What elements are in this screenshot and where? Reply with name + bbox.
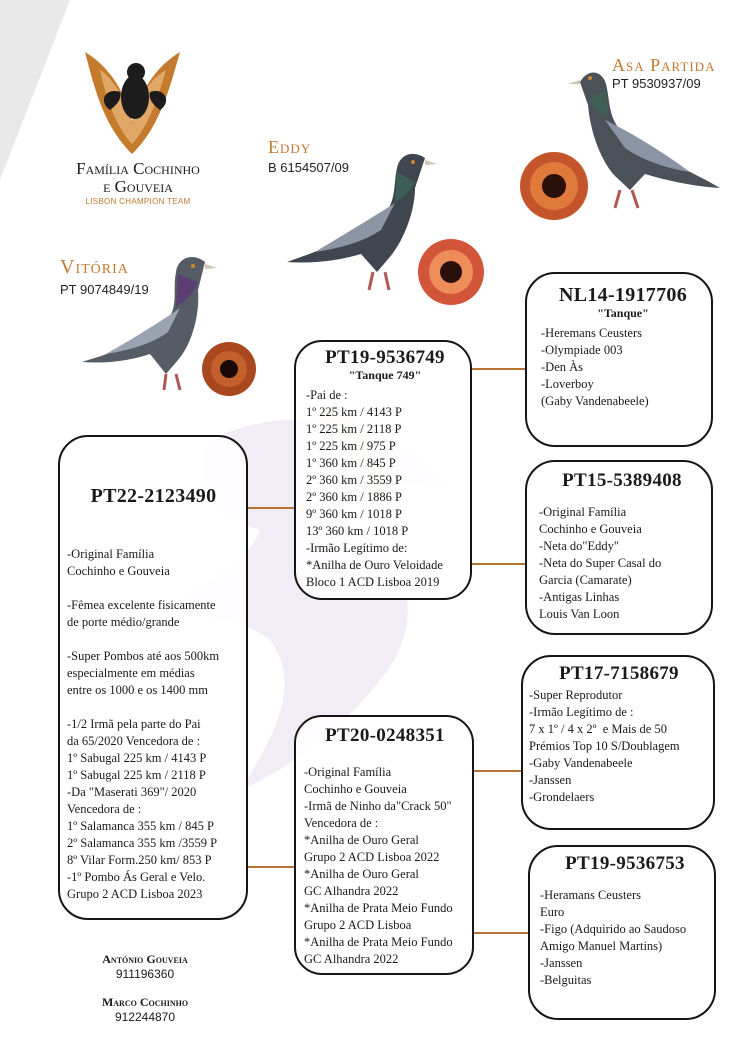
detail-line: 2º 360 km / 1886 P — [306, 490, 402, 504]
detail-line: -1/2 Irmã pela parte do Pai — [67, 717, 201, 731]
pigeon-eye-eddy-icon — [416, 237, 486, 307]
detail-line: *Anilha de Ouro Veloidade — [306, 558, 443, 572]
detail-line: -Loverboy — [541, 377, 594, 391]
detail-line: -Antigas Linhas — [539, 590, 620, 604]
detail-line: da 65/2020 Vencedora de : — [67, 734, 201, 748]
detail-line: 1º 225 km / 4143 P — [306, 405, 402, 419]
contact-1 — [80, 952, 210, 981]
father-ring: PT19-9536749 — [325, 347, 445, 368]
page-fold — [0, 0, 70, 180]
detail-line: 1º 360 km / 845 P — [306, 456, 396, 470]
brand-tagline: LISBON CHAMPION TEAM — [85, 197, 191, 206]
detail-line: -Original Família — [304, 765, 392, 779]
detail-line: *Anilha de Prata Meio Fundo — [304, 901, 453, 915]
detail-line: Garcia (Camarate) — [539, 573, 632, 587]
connector-mother-gp4 — [472, 932, 528, 934]
mother-ring: PT20-0248351 — [325, 725, 445, 746]
brand-name-line2: e Gouveia — [103, 177, 173, 196]
contact-1-phone: 911196360 — [115, 967, 175, 981]
main-bird-card — [58, 435, 248, 920]
detail-line: -Da "Maserati 369"/ 2020 — [67, 785, 197, 799]
mother-card — [294, 715, 474, 975]
contact-1-name: António Gouveia — [102, 952, 188, 966]
detail-line: Prémios Top 10 S/Doublagem — [529, 739, 680, 753]
grandparent-4-ring: PT19-9536753 — [565, 853, 685, 874]
detail-line: Grupo 2 ACD Lisboa 2023 — [67, 887, 203, 901]
detail-line: Cochinho e Gouveia — [539, 522, 642, 536]
detail-line: -Irmão Legítimo de : — [529, 705, 634, 719]
detail-line: Cochinho e Gouveia — [304, 782, 407, 796]
detail-line: 2º 360 km / 3559 P — [306, 473, 402, 487]
detail-line: -Janssen — [529, 773, 572, 787]
detail-line: -Original Família — [539, 505, 627, 519]
brand-name-line1: Família Cochinho — [76, 159, 200, 178]
mother-details — [304, 764, 466, 968]
detail-line: -Figo (Adquirido ao Saudoso — [540, 922, 687, 936]
detail-line: -Heramans Ceusters — [540, 888, 642, 902]
detail-line: 9º 360 km / 1018 P — [306, 507, 402, 521]
detail-line: -Fêmea excelente fisicamente — [67, 598, 216, 612]
detail-line: -Super Reprodutor — [529, 688, 623, 702]
grandparent-card-2 — [525, 460, 713, 635]
detail-line: Vencedora de : — [304, 816, 379, 830]
detail-line: GC Alhandra 2022 — [304, 952, 399, 966]
connector-main-father — [247, 507, 294, 509]
contact-2-phone: 912244870 — [114, 1010, 176, 1024]
detail-line: Euro — [540, 905, 565, 919]
pigeon-eye-asa-partida-icon — [518, 150, 590, 222]
detail-line: Cochinho e Gouveia — [67, 564, 170, 578]
detail-line: -Heremans Ceusters — [541, 326, 643, 340]
detail-line — [67, 699, 240, 716]
grandparent-1-nickname: "Tanque" — [597, 306, 649, 320]
bird-name-vitoria: Vitória — [60, 256, 129, 278]
detail-line: *Anilha de Prata Meio Fundo — [304, 935, 453, 949]
detail-line: -Neta do Super Casal do — [539, 556, 662, 570]
grandparent-card-4 — [528, 845, 716, 1020]
father-nickname: "Tanque 749" — [348, 368, 422, 382]
detail-line: -Gaby Vandenabeele — [529, 756, 633, 770]
bird-ring-vitoria: PT 9074849/19 — [60, 282, 149, 297]
grandparent-1-details — [541, 325, 705, 410]
detail-line: 13º 360 km / 1018 P — [306, 524, 409, 538]
connector-main-mother — [247, 866, 294, 868]
father-details — [306, 387, 464, 591]
detail-line: Vencedora de : — [67, 802, 142, 816]
detail-line: -Belguitas — [540, 973, 592, 987]
detail-line: -Irmã de Ninho da"Crack 50" — [304, 799, 452, 813]
detail-line: -Pai de : — [306, 388, 348, 402]
detail-line: -Grondelaers — [529, 790, 595, 804]
detail-line: -Super Pombos até aos 500km — [67, 649, 220, 663]
detail-line: 1º 225 km / 975 P — [306, 439, 396, 453]
detail-line: -Original Família — [67, 547, 155, 561]
connector-father-gp2 — [470, 563, 527, 565]
detail-line: Louis Van Loon — [539, 607, 620, 621]
bird-name-asa-partida: Asa Partida — [612, 55, 716, 75]
detail-line — [67, 580, 240, 597]
detail-line: 1º Sabugal 225 km / 4143 P — [67, 751, 207, 765]
detail-line: GC Alhandra 2022 — [304, 884, 399, 898]
brand-name — [58, 160, 218, 196]
detail-line: 2º Salamanca 355 km /3559 P — [67, 836, 218, 850]
connector-father-gp1 — [470, 368, 527, 370]
grandparent-1-ring: NL14-1917706 — [558, 284, 688, 306]
grandparent-2-ring: PT15-5389408 — [562, 470, 682, 491]
pigeon-eye-vitoria-icon — [200, 340, 258, 398]
detail-line: -Den Às — [541, 360, 584, 374]
bird-name-eddy: Eddy — [268, 137, 312, 157]
father-card — [294, 340, 472, 600]
grandparent-3-ring: PT17-7158679 — [559, 663, 679, 684]
detail-line: 1º Salamanca 355 km / 845 P — [67, 819, 214, 833]
detail-line: de porte médio/grande — [67, 615, 180, 629]
grandparent-2-details — [539, 504, 705, 623]
detail-line: -Neta do"Eddy" — [539, 539, 619, 553]
detail-line: -1º Pombo Ás Geral e Velo. — [67, 870, 206, 884]
detail-line: Bloco 1 ACD Lisboa 2019 — [306, 575, 440, 589]
detail-line: (Gaby Vandenabeele) — [541, 394, 649, 408]
detail-line — [67, 631, 240, 648]
contact-2 — [80, 995, 210, 1024]
detail-line: 7 x 1º / 4 x 2º e Mais de 50 — [529, 722, 667, 736]
detail-line: -Olympiade 003 — [541, 343, 623, 357]
detail-line: 1º 225 km / 2118 P — [306, 422, 402, 436]
grandparent-card-3 — [521, 655, 715, 830]
detail-line: -Janssen — [540, 956, 583, 970]
bird-ring-asa-partida: PT 9530937/09 — [612, 76, 701, 91]
grandparent-4-details — [540, 887, 710, 989]
detail-line: 1º Sabugal 225 km / 2118 P — [67, 768, 206, 782]
detail-line: 8º Vilar Form.250 km/ 853 P — [67, 853, 212, 867]
brand-logo-icon — [80, 42, 185, 157]
connector-mother-gp3 — [472, 770, 522, 772]
bird-ring-eddy: B 6154507/09 — [268, 160, 349, 175]
detail-line: Grupo 2 ACD Lisboa — [304, 918, 412, 932]
detail-line: -Irmão Legítimo de: — [306, 541, 408, 555]
grandparent-3-details — [529, 687, 709, 806]
detail-line: Grupo 2 ACD Lisboa 2022 — [304, 850, 440, 864]
grandparent-card-1 — [525, 272, 713, 447]
detail-line: entre os 1000 e os 1400 mm — [67, 683, 208, 697]
main-bird-details — [67, 546, 240, 903]
detail-line: *Anilha de Ouro Geral — [304, 867, 419, 881]
detail-line: Amigo Manuel Martins) — [540, 939, 663, 953]
detail-line: especialmente em médias — [67, 666, 195, 680]
detail-line: *Anilha de Ouro Geral — [304, 833, 419, 847]
main-bird-ring: PT22-2123490 — [90, 485, 217, 507]
contact-2-name: Marco Cochinho — [101, 995, 189, 1009]
